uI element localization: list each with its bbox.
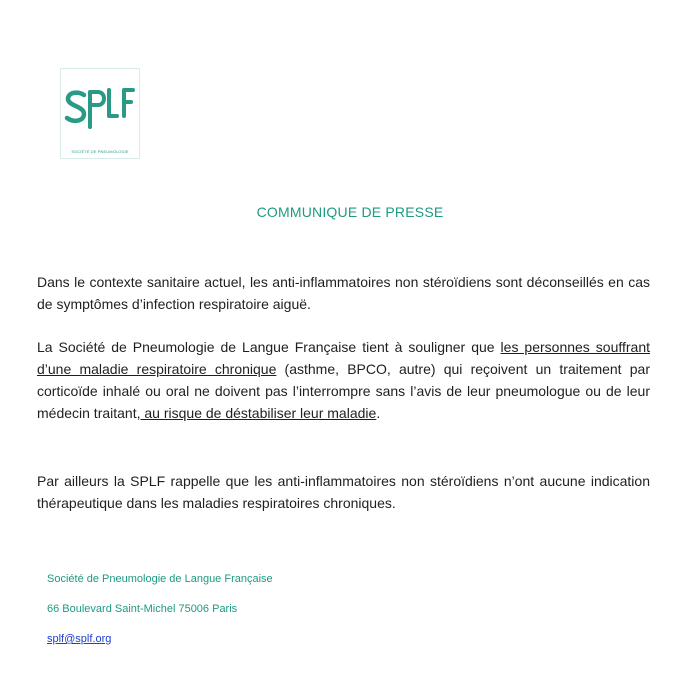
paragraph-text: . — [376, 405, 381, 421]
paragraph-text: La Société de Pneumologie de Langue Française tient à souligner que — [37, 339, 501, 355]
emphasis-underlined: les personnes souffrant d’une maladie respiratoire chronique — [37, 339, 651, 377]
paragraph-recommendation — [37, 336, 650, 424]
footer-org-name: Société de Pneumologie de Langue Française — [47, 573, 273, 585]
logo-caption: SOCIÉTÉ DE PNEUMOLOGIE — [71, 149, 129, 154]
footer-address: 66 Boulevard Saint-Michel 75006 Paris — [47, 603, 238, 615]
paragraph-text: (asthme, BPCO, autre) qui reçoivent un traitement par corticoïde inhalé ou oral ne doivent pas l’interrompre sans l’avis de leur pneumologue ou de leur médecin traitant — [37, 361, 650, 421]
page-title: COMMUNIQUE DE PRESSE — [256, 204, 444, 220]
footer-email-link[interactable]: splf@splf.org — [47, 633, 112, 645]
emphasis-underlined: , au risque de déstabiliser leur maladie — [136, 405, 377, 421]
splf-logo — [60, 68, 140, 159]
splf-logo-mark — [62, 83, 140, 141]
paragraph-reminder: Par ailleurs la SPLF rappelle que les anti-inflammatoires non stéroïdiens n’ont aucune indication thérapeutique dans les maladies respiratoires chroniques. — [37, 473, 650, 511]
paragraph-context: Dans le contexte sanitaire actuel, les anti-inflammatoires non stéroïdiens sont déconseillés en cas de symptômes d’infection respiratoire aiguë. — [37, 274, 650, 312]
